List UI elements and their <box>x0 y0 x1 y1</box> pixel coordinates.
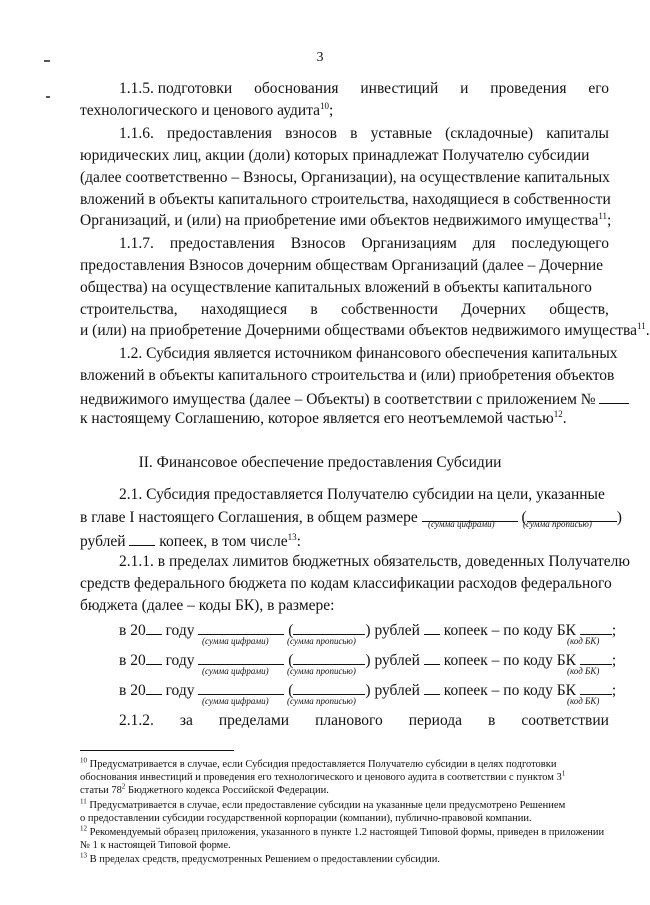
hint-digits: (сумма цифрами) <box>202 696 269 706</box>
hint-words: (сумма прописью) <box>287 666 356 676</box>
paren: ( <box>288 682 294 699</box>
word: обществ, <box>549 301 609 318</box>
text: в 20 <box>119 682 146 699</box>
p211-line2: средств федерального бюджета по кодам классификации расходов федерального <box>80 575 612 592</box>
text: копеек, в том числе <box>159 533 288 550</box>
word: находящиеся <box>200 301 288 318</box>
text: ) рублей <box>365 622 420 639</box>
p21-line3 <box>80 531 301 551</box>
text: недвижимого имущества (далее – Объекты) в соответствии с приложением № <box>80 391 596 408</box>
hint-code: (код БК) <box>567 636 600 646</box>
p12-line1: 1.2. Субсидия является источником финансового обеспечения капитальных <box>119 345 618 362</box>
word: строительства, <box>80 301 178 318</box>
year-row <box>119 620 616 640</box>
word: предоставления <box>169 235 275 252</box>
p116-line1 <box>119 125 609 143</box>
paren: ( <box>288 652 294 669</box>
text: к настоящему Соглашению, которое является его неотъемлемой частью <box>80 410 554 427</box>
word: планового <box>315 712 383 729</box>
text: Организаций, и (или) на приобретение ими объектов недвижимого имущества <box>80 212 599 229</box>
p117-line2: предоставления Взносов дочерним обществам Организаций (далее – Дочерние <box>80 257 604 274</box>
text: году <box>165 682 195 699</box>
text: . <box>562 410 567 427</box>
text: : <box>296 533 301 550</box>
text: копеек – по коду БК <box>443 622 577 639</box>
year-row <box>119 650 616 670</box>
word: 1.1.5. подготовки <box>119 80 233 97</box>
hint-digits: (сумма цифрами) <box>202 666 269 676</box>
text: копеек – по коду БК <box>443 682 577 699</box>
sup: 2 <box>121 782 126 791</box>
word: Взносов <box>290 235 346 252</box>
page-number: 3 <box>316 50 324 65</box>
word: предоставления <box>167 125 272 142</box>
blank-kopecks <box>424 680 440 695</box>
word: соответствии <box>521 712 609 729</box>
paren: ( <box>288 622 294 639</box>
word: и <box>460 80 469 97</box>
text: ; <box>329 102 334 119</box>
text: году <box>165 652 195 669</box>
footnote-13-line1 <box>80 853 440 866</box>
word: взносов <box>285 125 337 142</box>
footnote-ref: 10 <box>320 100 330 111</box>
p116-line2: юридических лиц, акции (доли) которых принадлежат Получателю субсидии <box>80 147 590 164</box>
blank-amount-words <box>293 620 365 635</box>
p12-line4 <box>80 410 567 428</box>
text: В пределах средств, предусмотренных Решением о предоставлении субсидии. <box>89 854 440 865</box>
footnote-10-line1 <box>80 758 556 771</box>
word: в <box>488 712 496 729</box>
footnote-ref: 11 <box>598 210 608 221</box>
hint-code: (код БК) <box>567 696 600 706</box>
word: Дочерних <box>461 301 526 318</box>
hint-digits: (сумма цифрами) <box>202 636 269 646</box>
word: проведения <box>490 80 567 97</box>
text: ; <box>611 682 617 699</box>
blank-annex-number <box>599 389 629 404</box>
word: пределами <box>218 712 290 729</box>
p117-line1 <box>119 235 609 253</box>
p116-line3: (далее соответственно – Взносы, Организации), на осуществление капитальных <box>80 169 610 186</box>
word: последующего <box>511 235 609 252</box>
text: и (или) на приобретение Дочерними обществами объектов недвижимого имущества <box>80 322 638 339</box>
word: 1.1.7. <box>119 235 154 252</box>
p117-line4 <box>80 301 609 319</box>
footnote-12-line2: № 1 к настоящей Типовой форме. <box>80 840 231 851</box>
hint-words: (сумма прописью) <box>523 519 592 529</box>
year-row <box>119 680 616 700</box>
p211-line3: бюджета (далее – коды БК), в размере: <box>80 597 335 614</box>
hint-words: (сумма прописью) <box>287 696 356 706</box>
text: ; <box>607 212 612 229</box>
word: для <box>472 235 496 252</box>
blank-year <box>146 650 162 665</box>
word: Организациям <box>361 235 457 252</box>
blank-kopecks <box>129 531 155 546</box>
p116-line4: вложений в объекты капитального строительства, находящиеся в собственности <box>80 191 611 208</box>
blank-code <box>580 680 612 695</box>
word: периода <box>408 712 463 729</box>
hint-code: (код БК) <box>567 666 600 676</box>
blank-kopecks <box>424 650 440 665</box>
text: рублей <box>80 533 126 550</box>
blank-year <box>146 620 162 635</box>
text: Рекомендуемый образец приложения, указанного в пункте 1.2 настоящей Типовой формы, приведен в приложении <box>89 827 605 838</box>
text: обоснования инвестиций и проведения его технологического и ценового аудита в соответствии с пунктом 3 <box>80 772 562 783</box>
p117-line3: общества) на осуществление капитальных вложений в объекты капитального <box>80 279 592 296</box>
word: в <box>310 301 318 318</box>
text: в 20 <box>119 652 146 669</box>
footnote-number: 12 <box>80 824 87 833</box>
text: ; <box>611 622 617 639</box>
text: Бюджетного кодекса Российской Федерации. <box>125 785 329 796</box>
text: году <box>165 622 195 639</box>
word: уставные <box>370 125 432 142</box>
text: . <box>645 322 650 339</box>
footnote-10-line3 <box>80 784 329 797</box>
text: в 20 <box>119 622 146 639</box>
hint-digits: (сумма цифрами) <box>428 519 495 529</box>
p211-line1: 2.1.1. в пределах лимитов бюджетных обязательств, доведенных Получателю <box>119 553 630 570</box>
word: капиталы <box>546 125 609 142</box>
p12-line3 <box>80 389 629 409</box>
blank-code <box>580 620 612 635</box>
p12-line2: вложений в объекты капитального строительства и (или) приобретения объектов <box>80 367 615 384</box>
footnote-11-line2: о предоставлении субсидии государственной корпорации (компании), публично-правовой компании. <box>80 813 532 824</box>
word: 2.1.2. <box>119 712 154 729</box>
scan-mark <box>46 96 50 98</box>
sup: 1 <box>561 769 566 778</box>
footnote-number: 10 <box>80 756 87 765</box>
blank-amount-words <box>293 680 365 695</box>
blank-year <box>146 680 162 695</box>
word: собственности <box>341 301 438 318</box>
footnote-ref: 12 <box>553 408 563 419</box>
p212-line1 <box>119 712 609 730</box>
blank-amount-digits <box>198 680 284 695</box>
text: ) рублей <box>365 652 420 669</box>
section-title: II. Финансовое обеспечение предоставления Субсидии <box>138 454 502 471</box>
footnote-ref: 13 <box>287 531 297 542</box>
p116-line5 <box>80 212 611 230</box>
hint-words: (сумма прописью) <box>287 636 356 646</box>
blank-amount-words <box>293 650 365 665</box>
footnote-11-line1 <box>80 799 565 812</box>
p21-line1: 2.1. Субсидия предоставляется Получателю субсидии на цели, указанные <box>119 486 605 503</box>
text: Предусматривается в случае, если предоставление субсидии на указанные цели предусмотрено Решением <box>89 800 566 811</box>
p115-line2 <box>80 102 333 120</box>
footnote-12-line1 <box>80 826 604 839</box>
blank-amount-digits <box>198 650 284 665</box>
word: его <box>588 80 609 97</box>
footnote-ref: 11 <box>637 320 646 331</box>
text: ; <box>611 652 617 669</box>
p115-line1 <box>119 80 609 98</box>
word: 1.1.6. <box>119 125 154 142</box>
footnote-number: 13 <box>80 851 87 860</box>
paren: ) <box>616 509 622 526</box>
footnote-separator <box>80 750 234 751</box>
word: в <box>350 125 358 142</box>
word: за <box>179 712 193 729</box>
text: ) рублей <box>365 682 420 699</box>
text: копеек – по коду БК <box>443 652 577 669</box>
p117-line5 <box>80 322 650 340</box>
text: Предусматривается в случае, если Субсидия предоставляется Получателю субсидии в целях подготовки <box>89 759 557 770</box>
footnote-10-line2 <box>80 771 565 784</box>
blank-kopecks <box>424 620 440 635</box>
text: технологического и ценового аудита <box>80 102 321 119</box>
text: в главе I настоящего Соглашения, в общем размере <box>80 509 418 526</box>
word: обоснования <box>254 80 339 97</box>
blank-code <box>580 650 612 665</box>
blank-amount-digits <box>198 620 284 635</box>
word: инвестиций <box>360 80 439 97</box>
word: (складочные) <box>445 125 534 142</box>
footnote-number: 11 <box>80 797 87 806</box>
paren: ( <box>521 509 527 526</box>
text: статьи 78 <box>80 785 122 796</box>
